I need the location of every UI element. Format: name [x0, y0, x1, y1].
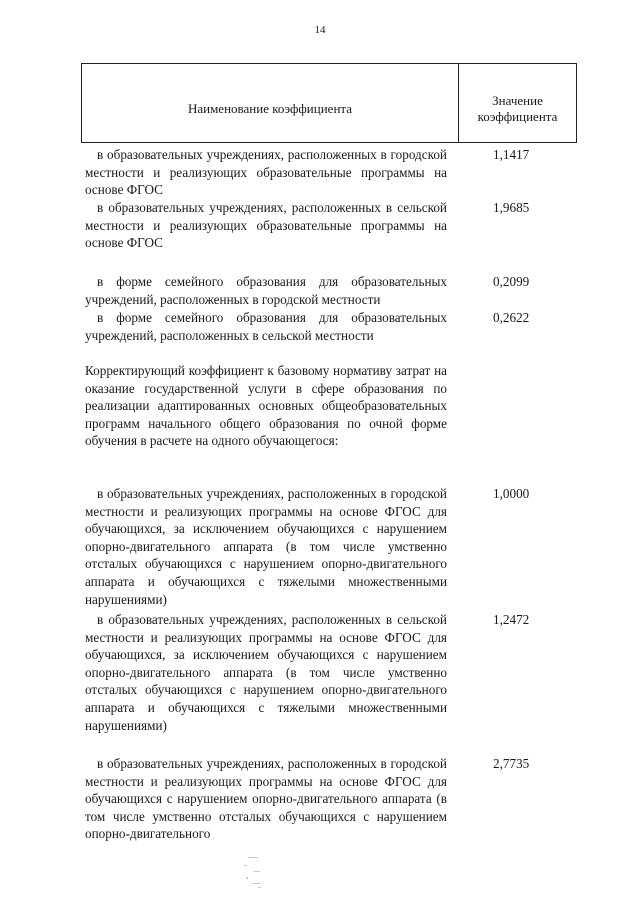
row-value: 1,0000 [493, 486, 530, 501]
header-value-line1: Значение [492, 93, 543, 108]
row-value: 0,2099 [493, 274, 530, 289]
table-header [81, 63, 577, 143]
page-number: 14 [314, 24, 326, 36]
row-value: 2,7735 [493, 756, 530, 771]
row-text: Корректирующий коэффициент к базовому нормативу затрат на оказание государственной услуги в сфере образования по реализации адаптированных основных общеобразовательных программ начального общего образования по очной форме обучения в расчете на одного обучающегося: [85, 363, 447, 449]
row-text: в образовательных учреждениях, расположенных в городской местности и реализующих программы на основе ФГОС для обучающихся, за исключением обучающихся с нарушением опорно-двигательного аппарата (в том числе умственно отсталых обучающихся с нарушением опорно-двигательного аппарата и обучающихся с тяжелыми множественными нарушениями) [85, 486, 447, 607]
row-value: 1,2472 [493, 612, 530, 627]
row-text: в образовательных учреждениях, расположенных в сельской местности и реализующих образовательные программы на основе ФГОС [85, 200, 447, 251]
row-text: в форме семейного образования для образовательных учреждений, расположенных в городской местности [85, 274, 447, 307]
header-coefficient-name: Наименование коэффициента [82, 64, 459, 142]
row-value: 0,2622 [493, 310, 530, 325]
row-text: в образовательных учреждениях, расположенных в сельской местности и реализующих программы на основе ФГОС для обучающихся, за исключением обучающихся с нарушением опорно-двигательного аппарата (в том числе умственно отсталых обучающихся с нарушением опорно-двигательного аппарата и обучающихся с тяжелыми множественными нарушениями) [85, 612, 447, 733]
header-coefficient-value [459, 64, 576, 142]
row-text: в форме семейного образования для образовательных учреждений, расположенных в сельской местности [85, 310, 447, 343]
row-text: в образовательных учреждениях, расположенных в городской местности и реализующих программы на основе ФГОС для обучающихся с нарушением опорно-двигательного аппарата (в том числе умственно отсталых обучающихся с нарушением опорно-двигательного [85, 756, 447, 842]
scan-artifact [240, 853, 270, 893]
row-text: в образовательных учреждениях, расположенных в городской местности и реализующих образовательные программы на основе ФГОС [85, 147, 447, 198]
row-value: 1,9685 [493, 200, 530, 215]
row-value: 1,1417 [493, 147, 530, 162]
header-value-line2: коэффициента [477, 109, 558, 124]
